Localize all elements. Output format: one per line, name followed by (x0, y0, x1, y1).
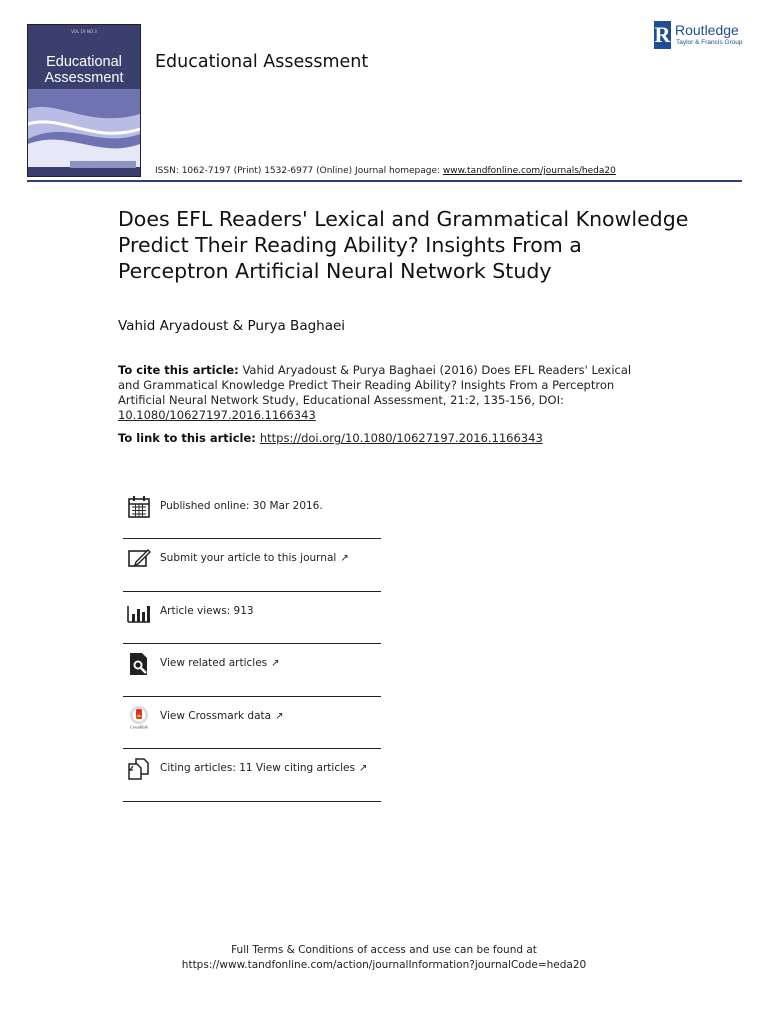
terms-url[interactable]: https://www.tandfonline.com/action/journalInformation?journalCode=heda20 (181, 959, 587, 971)
journal-name: Educational Assessment (155, 52, 369, 72)
citing-row[interactable] (123, 749, 381, 802)
article-authors: Vahid Aryadoust & Purya Baghaei (118, 318, 346, 334)
bar-chart-icon (127, 600, 151, 624)
calendar-icon (127, 495, 151, 519)
article-info-list (123, 487, 381, 802)
related-articles-link[interactable]: View related articles (160, 657, 268, 669)
submit-article-link[interactable]: Submit your article to this journal (160, 552, 337, 564)
external-link-icon: ↗ (275, 710, 284, 722)
edit-icon (127, 547, 151, 571)
publisher-group: Taylor & Francis Group (676, 39, 743, 46)
related-row[interactable] (123, 644, 381, 697)
crossmark-link[interactable]: View Crossmark data (160, 709, 272, 722)
citation-doi-link[interactable]: 10.1080/10627197.2016.1166343 (118, 408, 316, 422)
published-date: Published online: 30 Mar 2016. (160, 500, 323, 512)
cover-publisher-strip (70, 161, 136, 168)
citation-block: To cite this article: Vahid Aryadoust & Purya Baghaei (2016) Does EFL Readers' Lexical and Grammatical Knowledge Predict Their Reading Ability? Insights From a Perceptron Artificial Neural Network Study, Educational Assessment, 21:2, 135-156, DOI: 10.1080/10627197.2016.1166343 (118, 363, 632, 422)
header-divider (27, 180, 742, 182)
search-document-icon (127, 652, 151, 676)
journal-homepage-link[interactable]: www.tandfonline.com/journals/heda20 (442, 166, 616, 176)
terms-text: Full Terms & Conditions of access and use can be found at (231, 944, 537, 956)
journal-cover (27, 24, 141, 177)
crossmark-logo-text: CrossMark (130, 724, 148, 729)
citing-articles-icon (127, 757, 151, 781)
cover-volume: VOL 19 NO 3 (71, 29, 97, 34)
terms-footer (0, 943, 768, 973)
external-link-icon: ↗ (358, 763, 368, 774)
submit-row[interactable] (123, 539, 381, 592)
article-title: Does EFL Readers' Lexical and Grammatical Knowledge Predict Their Reading Ability? Insights From a Perceptron Artificial Neural Network Study (118, 207, 689, 283)
publisher-name: Routledge (675, 22, 739, 38)
crossmark-row[interactable] (123, 697, 381, 750)
crossmark-icon (127, 705, 151, 729)
cover-artwork (28, 89, 140, 167)
external-link-icon: ↗ (340, 553, 349, 564)
external-link-icon: ↗ (271, 658, 280, 669)
issn-line: ISSN: 1062-7197 (Print) 1532-6977 (Online) Journal homepage: www.tandfonline.com/journals/heda20 (155, 166, 616, 176)
citing-articles-link[interactable]: Citing articles: 11 View citing articles (160, 762, 355, 774)
publisher-logo (654, 21, 746, 49)
routledge-mark-icon: R (654, 22, 671, 47)
article-views: Article views: 913 (160, 604, 254, 617)
article-link-block: To link to this article: https://doi.org/10.1080/10627197.2016.1166343 (118, 431, 543, 445)
published-row (123, 487, 381, 539)
article-doi-link[interactable]: https://doi.org/10.1080/10627197.2016.1166343 (259, 431, 543, 445)
cover-title: Educational Assessment (44, 54, 124, 86)
views-row (123, 592, 381, 645)
